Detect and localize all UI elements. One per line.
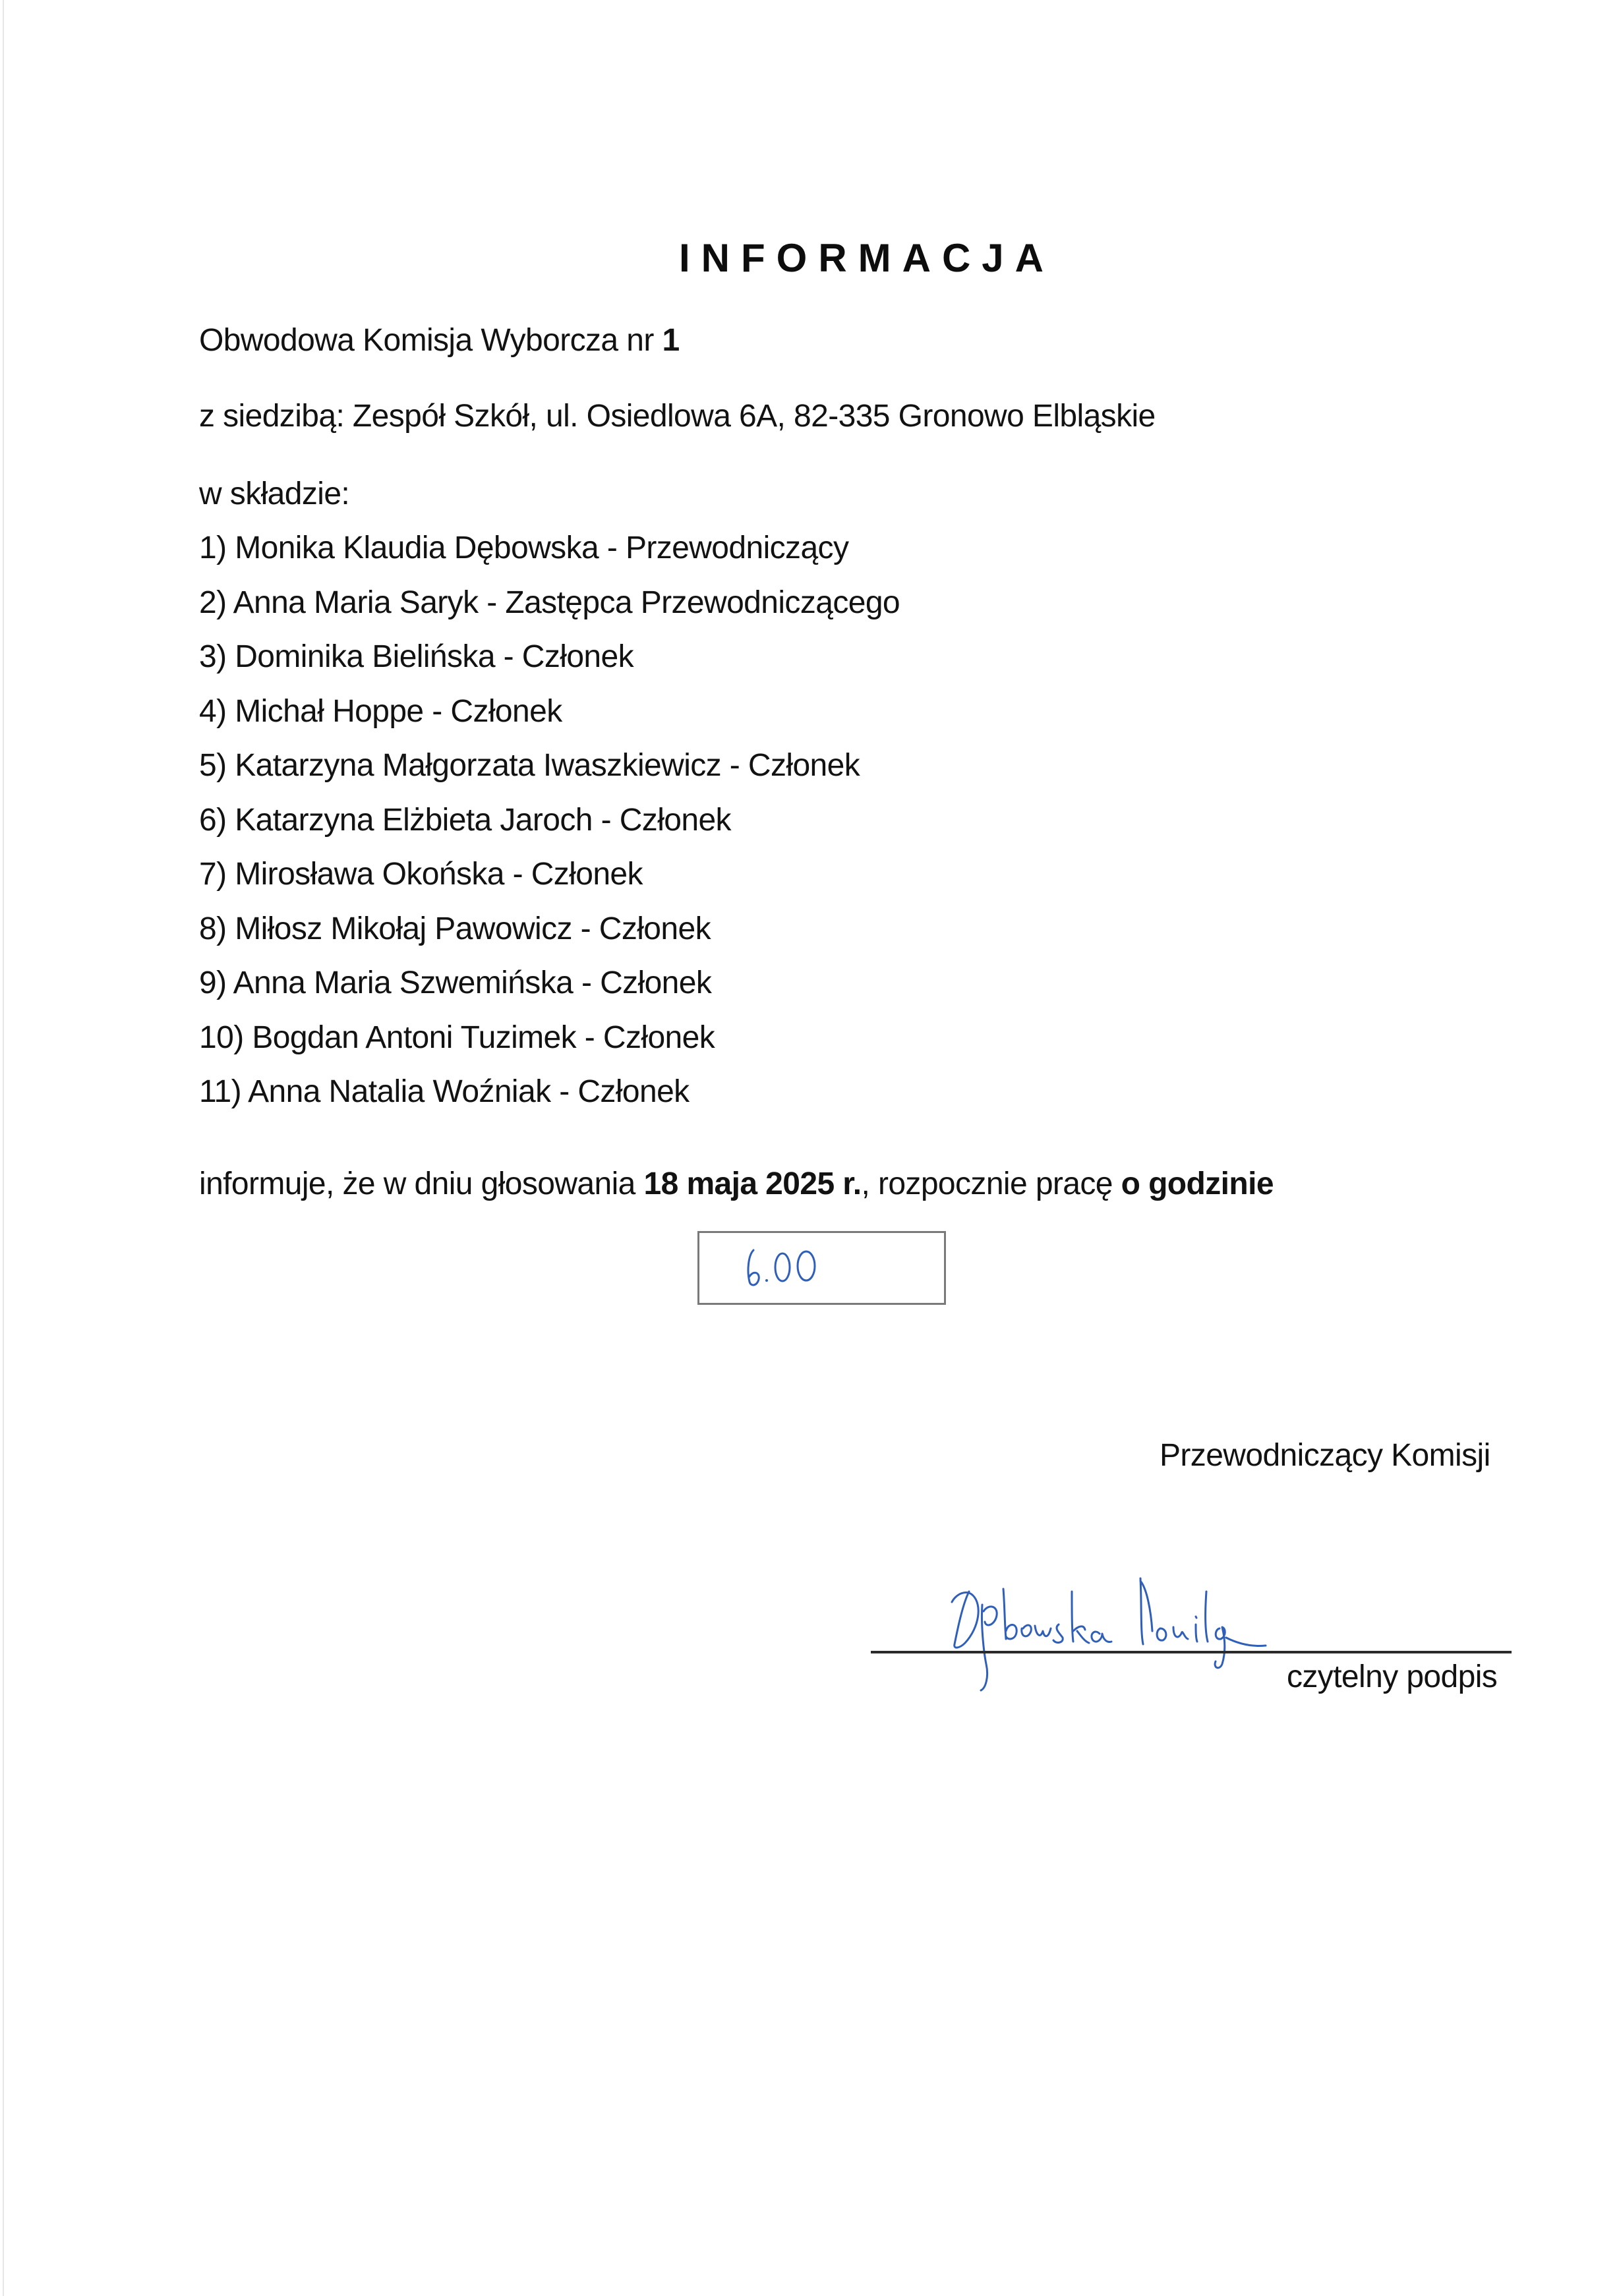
statement-part2: , rozpocznie pracę <box>861 1166 1121 1201</box>
statement-part1: informuje, że w dniu głosowania <box>199 1166 644 1201</box>
member-role: Członek <box>600 965 712 1000</box>
member-number: 6) <box>199 802 227 838</box>
member-separator: - <box>721 748 748 783</box>
start-time-handwriting <box>744 1245 830 1291</box>
document-title: INFORMACJA <box>679 236 1055 280</box>
member-separator: - <box>504 857 531 892</box>
member-number: 9) <box>199 965 227 1000</box>
statement-line <box>199 1168 1274 1200</box>
member-number: 2) <box>199 585 227 620</box>
member-role: Członek <box>521 639 634 674</box>
member-separator: - <box>423 693 451 729</box>
member-separator: - <box>592 802 620 838</box>
member-item <box>199 967 900 1022</box>
commission-line <box>199 325 680 357</box>
voting-date: 18 maja 2025 r. <box>643 1166 862 1201</box>
member-number: 4) <box>199 693 227 729</box>
member-item <box>199 859 900 913</box>
member-item <box>199 913 900 968</box>
member-separator: - <box>599 531 626 565</box>
member-name: Mirosława Okońska <box>235 857 504 892</box>
member-separator: - <box>550 1074 578 1109</box>
member-name: Bogdan Antoni Tuzimek <box>252 1019 577 1055</box>
member-separator: - <box>573 965 601 1000</box>
signature-caption: czytelny podpis <box>1287 1659 1498 1694</box>
member-role: Członek <box>619 802 731 838</box>
member-role: Członek <box>450 693 562 729</box>
member-separator: - <box>478 585 506 620</box>
member-item <box>199 693 900 751</box>
member-name: Anna Natalia Woźniak <box>248 1074 551 1109</box>
member-name: Anna Maria Saryk <box>233 585 479 620</box>
member-number: 5) <box>199 748 227 783</box>
member-item <box>199 802 900 859</box>
seat-line: z siedzibą: Zespół Szkół, ul. Osiedlowa 6A, 82-335 Gronowo Elbląskie <box>199 399 1156 434</box>
member-name: Katarzyna Małgorzata Iwaszkiewicz <box>235 748 722 783</box>
member-role: Członek <box>599 911 711 946</box>
member-separator: - <box>572 911 599 946</box>
commission-prefix: Obwodowa Komisja Wyborcza nr <box>199 323 662 358</box>
member-name: Katarzyna Elżbieta Jaroch <box>235 802 593 838</box>
member-number: 10) <box>199 1019 244 1055</box>
member-item <box>199 587 900 642</box>
member-number: 7) <box>199 857 227 892</box>
time-label: o godzinie <box>1121 1166 1274 1201</box>
signature-line <box>871 1651 1512 1653</box>
member-role: Członek <box>603 1019 715 1055</box>
member-number: 1) <box>199 531 227 565</box>
members-list <box>199 532 900 1131</box>
member-role: Zastępca Przewodniczącego <box>505 585 900 620</box>
member-separator: - <box>576 1019 603 1055</box>
start-time-box[interactable] <box>697 1231 946 1305</box>
member-name: Monika Klaudia Dębowska <box>235 531 599 565</box>
member-role: Przewodniczący <box>625 531 849 565</box>
member-role: Członek <box>748 748 860 783</box>
member-item <box>199 1076 900 1131</box>
member-number: 11) <box>199 1074 242 1109</box>
member-role: Członek <box>577 1074 690 1109</box>
member-name: Dominika Bielińska <box>235 639 495 674</box>
member-name: Michał Hoppe <box>235 693 424 729</box>
member-name: Anna Maria Szwemińska <box>233 965 574 1000</box>
member-item <box>199 1019 900 1077</box>
chair-label: Przewodniczący Komisji <box>1160 1438 1490 1473</box>
scan-edge <box>3 0 4 2296</box>
member-item <box>199 750 900 805</box>
member-name: Miłosz Mikołaj Pawowicz <box>235 911 572 946</box>
member-role: Członek <box>531 857 643 892</box>
member-number: 3) <box>199 639 227 674</box>
member-separator: - <box>494 639 522 674</box>
member-number: 8) <box>199 911 227 946</box>
commission-number: 1 <box>662 323 680 358</box>
member-item <box>199 641 900 696</box>
composition-label: w składzie: <box>199 476 350 511</box>
member-item <box>199 532 900 587</box>
